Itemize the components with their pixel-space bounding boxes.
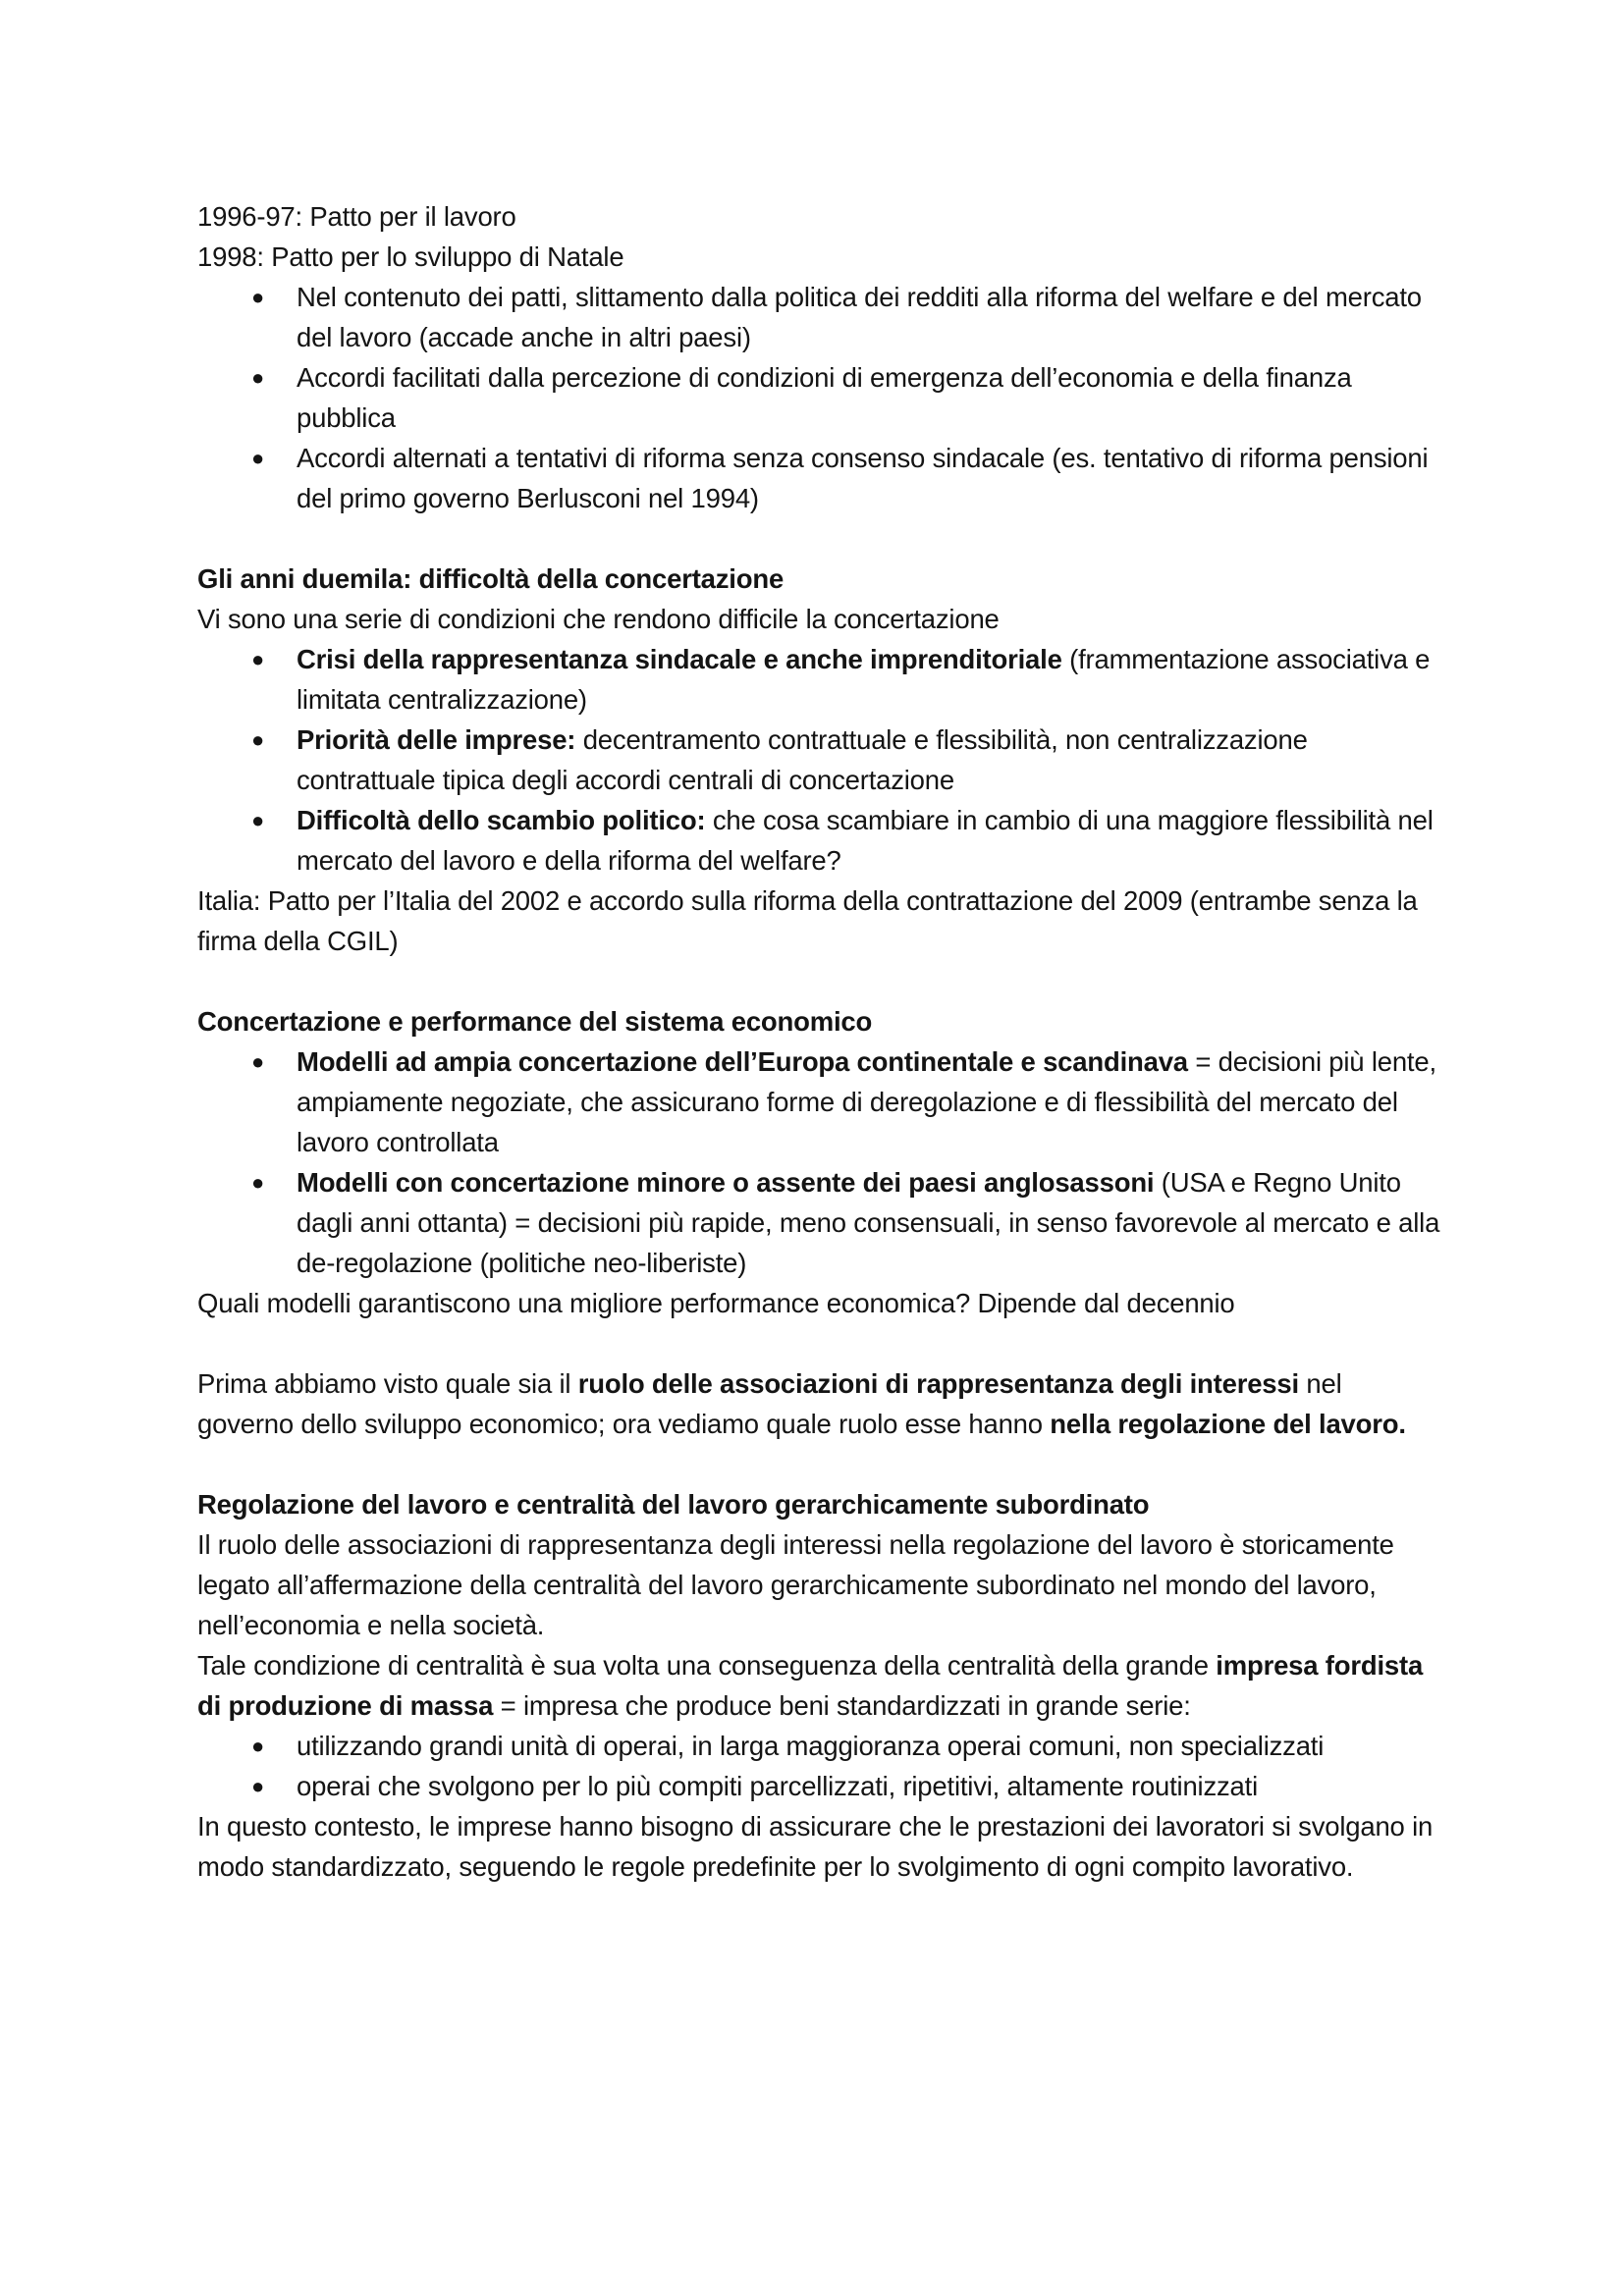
bullet-bold-text: Crisi della rappresentanza sindacale e anche imprenditoriale — [297, 644, 1062, 674]
intro-bullet-list — [197, 277, 1444, 518]
bullet-text: = decisioni più lente, ampiamente negoziate, che assicurano forme di deregolazione e di flessibilità del mercato del lavoro controllata — [297, 1046, 1436, 1157]
transition-bold-text: nella regolazione del lavoro. — [1050, 1409, 1406, 1439]
transition-text: Prima abbiamo visto quale sia il — [197, 1368, 578, 1399]
bullet-icon: ● — [251, 1049, 265, 1074]
transition-paragraph — [197, 1363, 1444, 1444]
section-outro: Italia: Patto per l’Italia del 2002 e accordo sulla riforma della contrattazione del 2009 (entrambe senza la firma della CGIL) — [197, 885, 1418, 956]
spacer — [197, 1444, 1444, 1484]
bullet-icon: ● — [251, 1170, 265, 1195]
bullet-icon: ● — [251, 285, 265, 309]
bullet-text: Accordi facilitati dalla percezione di condizioni di emergenza dell’economia e della finanza pubblica — [297, 362, 1352, 433]
bullet-bold-text: Difficoltà dello scambio politico: — [297, 805, 706, 835]
transition-text: nel governo dello sviluppo economico; ora vediamo quale ruolo esse hanno — [197, 1368, 1342, 1439]
section2-bullet-list — [197, 1041, 1444, 1283]
list-item — [251, 1041, 1444, 1162]
bullet-text: operai che svolgono per lo più compiti parcellizzati, ripetitivi, altamente routinizzati — [297, 1771, 1258, 1801]
section3-bullet-list — [197, 1726, 1444, 1806]
intro-line-2: 1998: Patto per lo sviluppo di Natale — [197, 241, 624, 272]
section-heading: Gli anni duemila: difficoltà della concertazione — [197, 563, 785, 594]
list-item — [251, 639, 1444, 720]
section-outro: Quali modelli garantiscono una migliore performance economica? Dipende dal decennio — [197, 1288, 1235, 1318]
paragraph-bold-text: impresa fordista di produzione di massa — [197, 1650, 1424, 1721]
bullet-icon: ● — [251, 1734, 265, 1758]
list-item — [251, 800, 1444, 881]
section1-bullet-list — [197, 639, 1444, 881]
paragraph-text: = impresa che produce beni standardizzati in grande serie: — [493, 1690, 1191, 1721]
bullet-text: che cosa scambiare in cambio di una maggiore flessibilità nel mercato del lavoro e della riforma del welfare? — [297, 805, 1434, 876]
section-intro: Vi sono una serie di condizioni che rendono difficile la concertazione — [197, 604, 1000, 634]
list-item — [251, 1162, 1444, 1283]
section-heading: Regolazione del lavoro e centralità del lavoro gerarchicamente subordinato — [197, 1489, 1150, 1520]
bullet-text: decentramento contrattuale e flessibilità, non centralizzazione contrattuale tipica degli accordi centrali di concertazione — [297, 724, 1308, 795]
bullet-text: (USA e Regno Unito dagli anni ottanta) = decisioni più rapide, meno consensuali, in senso favorevole al mercato e alla de-regolazione (politiche neo-liberiste) — [297, 1167, 1440, 1278]
transition-bold-text: ruolo delle associazioni di rappresentanza degli interessi — [577, 1368, 1299, 1399]
list-item — [251, 1726, 1444, 1766]
section-paragraph — [197, 1645, 1444, 1726]
spacer — [197, 961, 1444, 1001]
bullet-icon: ● — [251, 808, 265, 832]
bullet-icon: ● — [251, 647, 265, 671]
spacer — [197, 518, 1444, 559]
bullet-icon: ● — [251, 365, 265, 390]
bullet-bold-text: Modelli ad ampia concertazione dell’Europa continentale e scandinava — [297, 1046, 1188, 1077]
section-outro: In questo contesto, le imprese hanno bisogno di assicurare che le prestazioni dei lavoratori si svolgano in modo standardizzato, seguendo le regole predefinite per lo svolgimento di ogni compito lavorativo. — [197, 1811, 1434, 1882]
intro-line-1: 1996-97: Patto per il lavoro — [197, 201, 516, 232]
bullet-bold-text: Priorità delle imprese: — [297, 724, 576, 755]
bullet-icon: ● — [251, 727, 265, 752]
document-page — [197, 196, 1444, 1887]
list-item — [251, 357, 1444, 438]
paragraph-text: Tale condizione di centralità è sua volta una conseguenza della centralità della grande — [197, 1650, 1217, 1681]
section-paragraph: Il ruolo delle associazioni di rappresentanza degli interessi nella regolazione del lavoro è storicamente legato all’affermazione della centralità del lavoro gerarchicamente subordinato nel mondo del lavoro, nell’economia e nella società. — [197, 1529, 1394, 1640]
bullet-text: Nel contenuto dei patti, slittamento dalla politica dei redditi alla riforma del welfare e del mercato del lavoro (accade anche in altri paesi) — [297, 282, 1422, 352]
bullet-text: Accordi alternati a tentativi di riforma senza consenso sindacale (es. tentativo di riforma pensioni del primo governo Berlusconi nel 1994) — [297, 443, 1429, 513]
bullet-bold-text: Modelli con concertazione minore o assente dei paesi anglosassoni — [297, 1167, 1155, 1198]
list-item — [251, 277, 1444, 357]
list-item — [251, 720, 1444, 800]
section-heading: Concertazione e performance del sistema economico — [197, 1006, 873, 1037]
spacer — [197, 1323, 1444, 1363]
bullet-text: utilizzando grandi unità di operai, in larga maggioranza operai comuni, non specializzati — [297, 1731, 1325, 1761]
list-item — [251, 438, 1444, 518]
bullet-text: (frammentazione associativa e limitata centralizzazione) — [297, 644, 1431, 715]
bullet-icon: ● — [251, 446, 265, 470]
list-item — [251, 1766, 1444, 1806]
bullet-icon: ● — [251, 1774, 265, 1798]
